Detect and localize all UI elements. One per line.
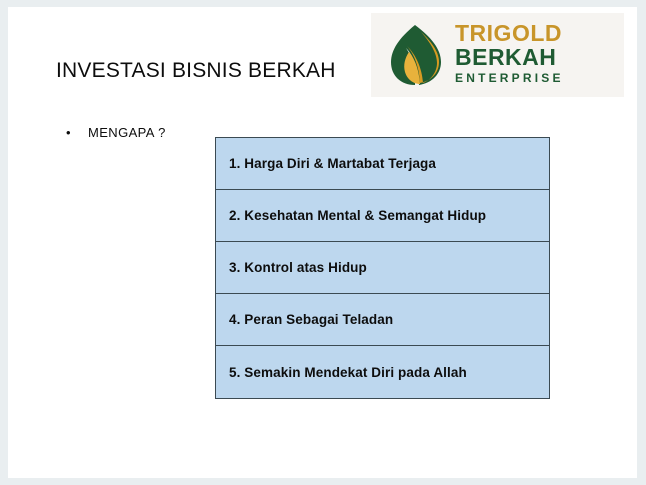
slide [8, 7, 637, 478]
table-row [216, 138, 549, 190]
table-cell-reason: 3. Kontrol atas Hidup [229, 260, 367, 275]
table-cell-reason: 1. Harga Diri & Martabat Terjaga [229, 156, 437, 171]
company-logo [371, 13, 624, 97]
leaf-droplet-icon [385, 22, 449, 88]
logo-line-berkah: BERKAH [455, 44, 557, 70]
table-cell-reason: 2. Kesehatan Mental & Semangat Hidup [229, 208, 487, 223]
table-row [216, 190, 549, 242]
table-row [216, 242, 549, 294]
bullet-marker-icon: • [66, 125, 71, 140]
logo-line-trigold: TRIGOLD [455, 20, 562, 46]
reasons-table [215, 137, 550, 399]
table-row [216, 346, 549, 398]
table-cell-reason: 4. Peran Sebagai Teladan [229, 312, 394, 327]
logo-wordmark [455, 21, 620, 91]
table-cell-reason: 5. Semakin Mendekat Diri pada Allah [229, 364, 467, 380]
bullet-item [66, 125, 166, 141]
bullet-item-label: MENGAPA ? [88, 125, 166, 140]
page-title: INVESTASI BISNIS BERKAH [56, 59, 336, 82]
table-row [216, 294, 549, 346]
logo-line-enterprise: ENTERPRISE [455, 71, 564, 85]
